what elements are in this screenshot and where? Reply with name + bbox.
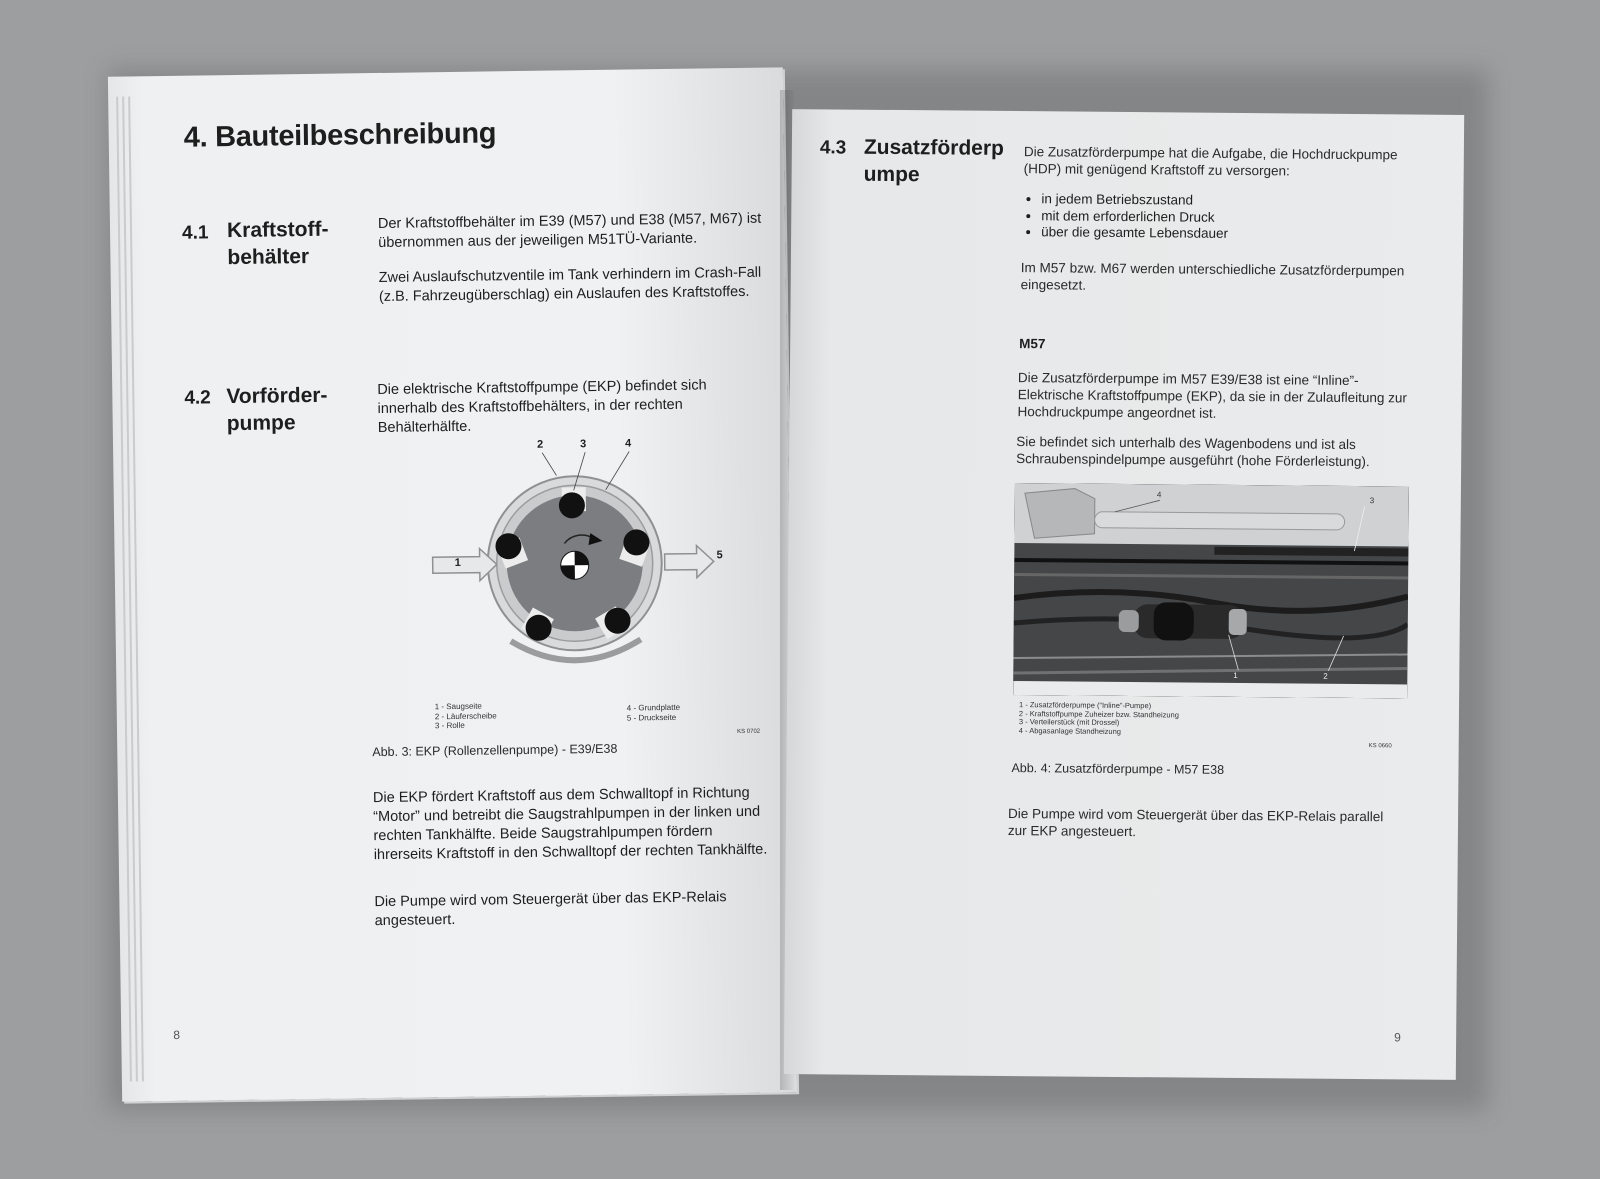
list-item: • in jedem Betriebszustand <box>1041 191 1403 211</box>
pump-diagram <box>423 433 727 697</box>
section-number: 4.3 <box>819 137 847 159</box>
legend-item: 1 - Zusatzförderpumpe (“Inline”-Pumpe) <box>1018 700 1152 711</box>
paragraph: Die elektrische Kraftstoffpumpe (EKP) befindet sich innerhalb des Kraftstoffbehälters, in der rechten Behälterhälfte. <box>377 377 707 437</box>
callout-3: 3 <box>579 438 587 451</box>
legend-item: 1 - Saugseite <box>434 701 482 712</box>
legend-item: 5 - Druckseite <box>626 712 677 723</box>
list-item: • über die gesamte Lebensdauer <box>1041 224 1403 244</box>
photo-callout-4: 4 <box>1156 490 1162 500</box>
left-page <box>108 67 797 1101</box>
underbody-photo <box>1013 483 1409 698</box>
paragraph: Die Pumpe wird vom Steuergerät über das EKP-Relais parallel zur EKP angesteuert. <box>1007 805 1384 840</box>
bullet-list <box>1023 191 1403 244</box>
section-title: Zusatzförderp umpe <box>863 135 1005 187</box>
figure-caption: Abb. 4: Zusatzförderpumpe - M57 E38 <box>1011 761 1225 777</box>
leader-line <box>542 453 556 476</box>
page-number: 8 <box>173 1027 181 1042</box>
photo-callout-2: 2 <box>1323 671 1328 681</box>
page-number: 9 <box>1394 1030 1401 1045</box>
legend-item: 3 - Verteilerstück (mit Drossel) <box>1018 717 1120 727</box>
list-item: • mit dem erforderlichen Druck <box>1041 208 1403 228</box>
right-page <box>784 109 1464 1080</box>
paragraph: Die Zusatzförderpumpe im M57 E39/E38 ist eine “Inline”-Elektrische Kraftstoffpumpe (EKP), da sie in der Zulaufleitung zur Hochdruckpumpe angeordnet ist. <box>1017 370 1407 421</box>
paragraph: Im M57 bzw. M67 werden unterschiedliche Zusatzförderpumpen eingesetzt. <box>1020 260 1405 293</box>
subheading: M57 <box>1019 336 1046 352</box>
inlet-arrow <box>433 548 497 581</box>
legend-item: 2 - Kraftstoffpumpe Zuheizer bzw. Standheizung <box>1018 708 1179 719</box>
figure-code: KS 0660 <box>1368 743 1392 750</box>
photo-callout-1: 1 <box>1233 670 1238 680</box>
paragraph: Die Pumpe wird vom Steuergerät über das EKP-Relais angesteuert. <box>374 889 727 930</box>
figure-caption: Abb. 3: EKP (Rollenzellenpumpe) - E39/E38 <box>372 741 618 760</box>
legend-item: 2 - Läuferscheibe <box>434 710 497 721</box>
chapter-title: 4. Bauteilbeschreibung <box>183 117 497 154</box>
pump-photo <box>1013 483 1409 698</box>
section-title: Kraftstoff- behälter <box>226 217 329 270</box>
section-number: 4.2 <box>184 387 211 409</box>
callout-4: 4 <box>624 437 632 450</box>
paragraph: Zwei Auslaufschutzventile im Tank verhindern im Crash-Fall (z.B. Fahrzeugüberschlag) ein Auslaufen des Kraftstoffes. <box>378 264 762 305</box>
leader-line <box>605 452 630 490</box>
paragraph: Sie befindet sich unterhalb des Wagenbodens und ist als Schraubenspindelpumpe ausgeführt (hohe Förderleistung). <box>1016 434 1370 470</box>
photo-callout-3: 3 <box>1369 496 1375 506</box>
photo-legend <box>1019 701 1179 736</box>
callout-2: 2 <box>536 438 544 451</box>
figure-legend-right <box>627 703 681 723</box>
section-number: 4.1 <box>181 222 209 244</box>
legend-item: 4 - Grundplatte <box>626 702 681 713</box>
callout-5: 5 <box>716 549 723 562</box>
figure-code: KS 0702 <box>737 728 761 736</box>
figure-legend-left <box>435 701 497 730</box>
outlet-arrow <box>664 545 713 578</box>
legend-item: 3 - Rolle <box>434 720 465 731</box>
paragraph: Die Zusatzförderpumpe hat die Aufgabe, die Hochdruckpumpe (HDP) mit genügend Kraftstoff zu versorgen: <box>1023 144 1398 179</box>
rollenzellenpumpe-figure <box>423 433 727 697</box>
callout-1: 1 <box>454 556 461 569</box>
paragraph: Die EKP fördert Kraftstoff aus dem Schwalltopf in Richtung “Motor” und betreibt die Saugstrahlpumpen in der linken und rechten Tankhälfte. Beide Saugstrahlpumpen fördern ihrerseits Kraftstoff in den Schwalltopf der rechten Tankhälfte. <box>372 784 768 864</box>
paragraph: Der Kraftstoffbehälter im E39 (M57) und E38 (M57, M67) ist übernommen aus der jeweiligen M51TÜ-Variante. <box>377 210 762 252</box>
legend-item: 4 - Abgasanlage Standheizung <box>1018 725 1122 736</box>
section-title: Vorförder- pumpe <box>226 383 328 436</box>
